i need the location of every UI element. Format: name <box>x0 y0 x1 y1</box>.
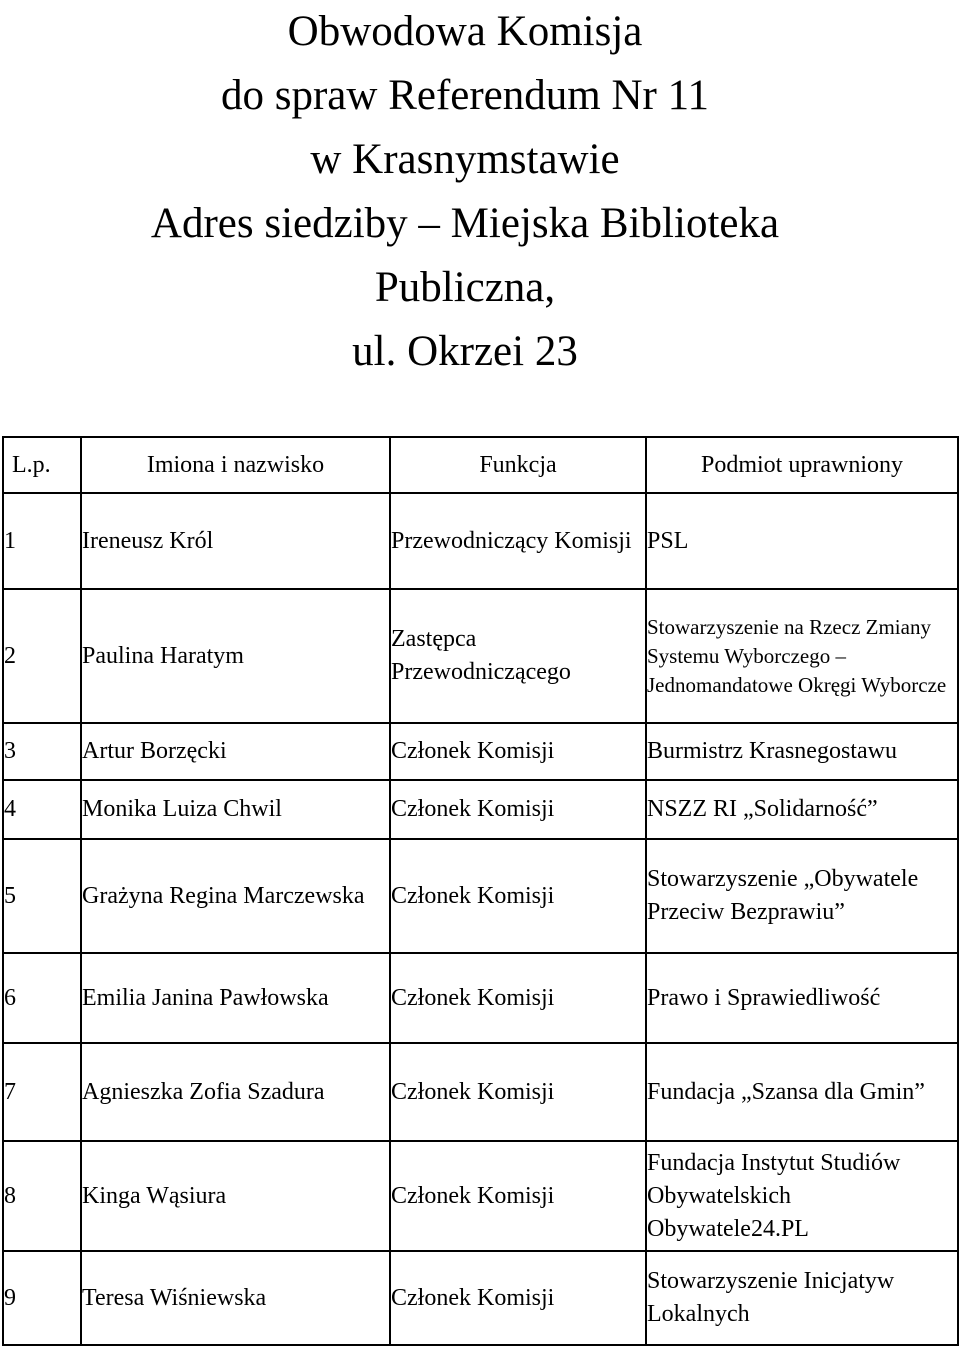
member-entity: Stowarzyszenie na Rzecz Zmiany Systemu Wyborczego – Jednomandatowe Okręgi Wyborcze <box>646 589 958 723</box>
document-title <box>0 0 930 384</box>
title-line-4: Adres siedziby – Miejska Biblioteka <box>150 200 780 247</box>
member-entity: PSL <box>646 493 958 589</box>
member-entity: Prawo i Sprawiedliwość <box>646 953 958 1043</box>
members-table <box>2 436 959 1346</box>
title-line-1: Obwodowa Komisja <box>287 8 643 55</box>
member-entity: Stowarzyszenie „Obywatele Przeciw Bezprawiu” <box>646 839 958 953</box>
member-function: Członek Komisji <box>390 1141 646 1251</box>
member-name: Teresa Wiśniewska <box>81 1251 390 1345</box>
row-number: 7 <box>3 1043 81 1141</box>
member-entity: Fundacja Instytut Studiów Obywatelskich Obywatele24.PL <box>646 1141 958 1251</box>
member-name: Monika Luiza Chwil <box>81 780 390 839</box>
member-entity: Burmistrz Krasnegostawu <box>646 723 958 780</box>
member-entity: NSZZ RI „Solidarność” <box>646 780 958 839</box>
row-number: 1 <box>3 493 81 589</box>
table-row <box>3 589 958 723</box>
row-number: 3 <box>3 723 81 780</box>
table-row <box>3 1251 958 1345</box>
member-name: Agnieszka Zofia Szadura <box>81 1043 390 1141</box>
member-function: Członek Komisji <box>390 723 646 780</box>
table-row <box>3 493 958 589</box>
member-function: Członek Komisji <box>390 1251 646 1345</box>
table-row <box>3 1141 958 1251</box>
member-name: Emilia Janina Pawłowska <box>81 953 390 1043</box>
member-function: Przewodniczący Komisji <box>390 493 646 589</box>
member-function: Zastępca Przewodniczącego <box>390 589 646 723</box>
member-name: Paulina Haratym <box>81 589 390 723</box>
member-function: Członek Komisji <box>390 953 646 1043</box>
row-number: 5 <box>3 839 81 953</box>
column-header-name: Imiona i nazwisko <box>81 437 390 493</box>
row-number: 9 <box>3 1251 81 1345</box>
member-name: Artur Borzęcki <box>81 723 390 780</box>
table-row <box>3 953 958 1043</box>
row-number: 6 <box>3 953 81 1043</box>
column-header-lp: L.p. <box>3 437 81 493</box>
column-header-entity: Podmiot uprawniony <box>646 437 958 493</box>
table-row <box>3 723 958 780</box>
member-function: Członek Komisji <box>390 1043 646 1141</box>
title-line-3: w Krasnymstawie <box>310 136 620 183</box>
table-header-row <box>3 437 958 493</box>
title-line-2: do spraw Referendum Nr 11 <box>221 72 709 119</box>
member-name: Kinga Wąsiura <box>81 1141 390 1251</box>
member-function: Członek Komisji <box>390 839 646 953</box>
title-line-5: Publiczna, <box>374 264 556 311</box>
member-function: Członek Komisji <box>390 780 646 839</box>
column-header-function: Funkcja <box>390 437 646 493</box>
row-number: 4 <box>3 780 81 839</box>
member-entity: Stowarzyszenie Inicjatyw Lokalnych <box>646 1251 958 1345</box>
row-number: 2 <box>3 589 81 723</box>
member-entity: Fundacja „Szansa dla Gmin” <box>646 1043 958 1141</box>
title-line-6: ul. Okrzei 23 <box>352 328 578 375</box>
row-number: 8 <box>3 1141 81 1251</box>
member-name: Grażyna Regina Marczewska <box>81 839 390 953</box>
table-row <box>3 780 958 839</box>
table-row <box>3 1043 958 1141</box>
member-name: Ireneusz Król <box>81 493 390 589</box>
table-row <box>3 839 958 953</box>
